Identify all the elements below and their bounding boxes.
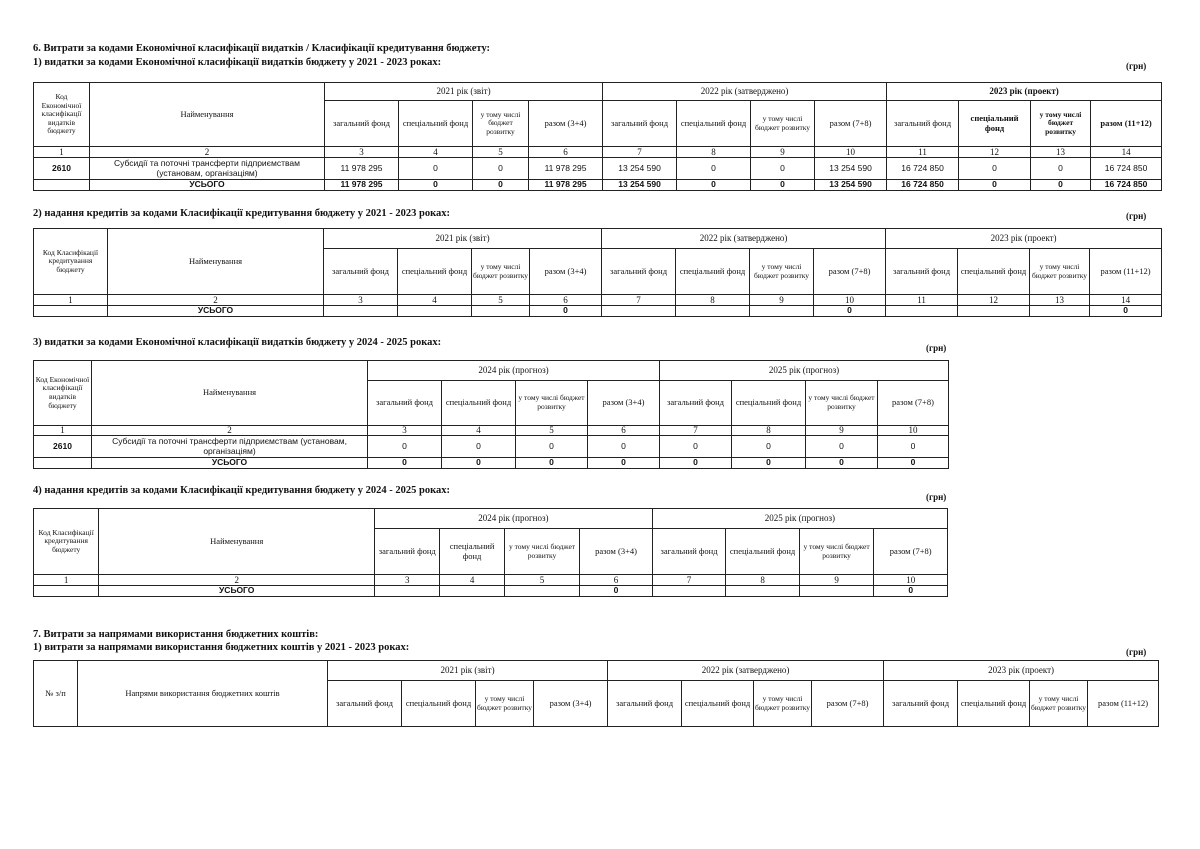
total-value: 0 [580,586,653,597]
column-index: 8 [726,575,800,586]
table-credits-2021-2023 [33,228,1162,317]
subcol-header: у тому числі бюджет розвитку [806,381,878,426]
column-index: 10 [874,575,948,586]
column-index: 7 [602,295,676,306]
total-label: УСЬОГО [108,306,324,317]
year-header-2023: 2023 рік (проект) [886,229,1162,249]
total-value: 13 254 590 [815,180,887,191]
subcol-header: спеціальний фонд [682,681,754,727]
total-value [375,586,440,597]
column-index: 2 [92,426,368,436]
column-index: 3 [368,426,442,436]
column-index: 9 [806,426,878,436]
subcol-header: разом (3+4) [588,381,660,426]
subcol-header: загальний фонд [602,249,676,295]
table3-title: 3) видатки за кодами Економічної класифікації видатків бюджету у 2024 - 2025 роках: [33,337,442,348]
subcol-header: загальний фонд [652,529,726,575]
column-index: 6 [580,575,653,586]
cell-value: 0 [1031,158,1091,180]
column-index: 4 [398,295,472,306]
section6-title: 6. Витрати за кодами Економічної класифікації видатків / Класифікації кредитування бюджету: [33,43,491,54]
total-value [472,306,530,317]
total-value: 0 [442,458,516,469]
cell-value: 0 [368,436,442,458]
subcol-header: у тому числі бюджет розвитку [473,101,529,147]
cell-value: 0 [399,158,473,180]
column-index: 6 [588,426,660,436]
column-index: 6 [530,295,602,306]
year-header-2023: 2023 рік (проект) [884,661,1159,681]
total-value: 0 [751,180,815,191]
subcol-header: у тому числі бюджет розвитку [754,681,812,727]
total-value [958,306,1030,317]
column-index: 4 [442,426,516,436]
section7-title: 7. Витрати за напрямами використання бюджетних коштів: [33,629,319,640]
total-value: 0 [959,180,1031,191]
column-index: 1 [34,426,92,436]
column-index: 5 [504,575,580,586]
column-index: 2 [108,295,324,306]
total-value: 11 978 295 [325,180,399,191]
subcol-header: загальний фонд [325,101,399,147]
subcol-header: спеціальний фонд [958,249,1030,295]
subcol-header: разом (3+4) [534,681,608,727]
subcol-header: загальний фонд [328,681,402,727]
total-row [34,458,949,469]
cell-value: 0 [751,158,815,180]
year-header-2023: 2023 рік (проект) [887,83,1162,101]
table2-unit: (грн) [1126,211,1147,221]
column-index: 10 [814,295,886,306]
subcol-header: спеціальний фонд [402,681,476,727]
empty-cell [34,586,99,597]
subcol-header: разом (11+12) [1090,249,1162,295]
total-value: 0 [1031,180,1091,191]
name-header: Найменування [108,229,324,295]
cell-value: 0 [442,436,516,458]
total-value [652,586,726,597]
total-value: 0 [677,180,751,191]
column-index: 8 [732,426,806,436]
subcol-header: загальний фонд [375,529,440,575]
column-index: 7 [652,575,726,586]
total-value [886,306,958,317]
total-value [398,306,472,317]
column-index: 5 [516,426,588,436]
section7-table1-title: 1) витрати за напрямами використання бюджетних коштів у 2021 - 2023 роках: [33,642,410,653]
code-header: Код Класифікації кредитування бюджету [34,229,108,295]
table1-title: 1) видатки за кодами Економічної класифікації видатків бюджету у 2021 - 2023 роках: [33,57,442,68]
index-row [34,426,949,436]
subcol-header: разом (3+4) [580,529,653,575]
year-header-2022: 2022 рік (затверджено) [603,83,887,101]
cell-value: 0 [878,436,949,458]
subcol-header: разом (7+8) [814,249,886,295]
subcol-header: загальний фонд [608,681,682,727]
cell-value: 13 254 590 [815,158,887,180]
total-row [34,180,1162,191]
cell-value: 0 [588,436,660,458]
index-row [34,575,948,586]
column-index: 11 [887,147,959,158]
cell-value: 0 [732,436,806,458]
subcol-header: разом (7+8) [815,101,887,147]
total-value [726,586,800,597]
code-header: Код Економічної класифікації видатків бюджету [34,361,92,426]
subcol-header: спеціальний фонд [440,529,504,575]
total-value: 0 [732,458,806,469]
subcol-header: загальний фонд [603,101,677,147]
total-value: 0 [878,458,949,469]
total-value: 16 724 850 [1091,180,1162,191]
year-header-2021: 2021 рік (звіт) [324,229,602,249]
table-expenditures-2024-2025 [33,360,949,469]
table-row [34,436,949,458]
column-index: 5 [473,147,529,158]
column-index: 1 [34,295,108,306]
subcol-header: у тому числі бюджет розвитку [750,249,814,295]
total-value: 16 724 850 [887,180,959,191]
subcol-header: спеціальний фонд [726,529,800,575]
subcol-header: у тому числі бюджет розвитку [799,529,874,575]
subcol-header: у тому числі бюджет розвитку [1031,101,1091,147]
cell-value: 0 [677,158,751,180]
subcol-header: загальний фонд [886,249,958,295]
cell-value: 0 [959,158,1031,180]
total-value: 0 [530,306,602,317]
code-header: Код Економічної класифікації видатків бюджету [34,83,90,147]
cell-value: 13 254 590 [603,158,677,180]
total-value [799,586,874,597]
section7-table1-unit: (грн) [1126,647,1147,657]
subcol-header: спеціальний фонд [958,681,1030,727]
cell-value: 11 978 295 [529,158,603,180]
cell-value: 16 724 850 [1091,158,1162,180]
cell-value: 16 724 850 [887,158,959,180]
column-index: 5 [472,295,530,306]
total-value: 0 [660,458,732,469]
year-header-2025: 2025 рік (прогноз) [660,361,949,381]
name-header: Найменування [99,509,375,575]
total-value [602,306,676,317]
column-index: 12 [958,295,1030,306]
total-value [504,586,580,597]
index-row [34,147,1162,158]
total-label: УСЬОГО [92,458,368,469]
total-value [324,306,398,317]
column-index: 1 [34,575,99,586]
year-header-2021: 2021 рік (звіт) [328,661,608,681]
subcol-header: спеціальний фонд [398,249,472,295]
subcol-header: спеціальний фонд [442,381,516,426]
subcol-header: спеціальний фонд [677,101,751,147]
name-header: Напрями використання бюджетних коштів [78,661,328,727]
table-credits-2024-2025 [33,508,948,597]
subcol-header: у тому числі бюджет розвитку [516,381,588,426]
cell-value: 11 978 295 [325,158,399,180]
total-value: 0 [806,458,878,469]
total-label: УСЬОГО [99,586,375,597]
year-header-2025: 2025 рік (прогноз) [652,509,947,529]
cell-value: 0 [516,436,588,458]
subcol-header: разом (11+12) [1091,101,1162,147]
total-value: 0 [1090,306,1162,317]
table4-title: 4) надання кредитів за кодами Класифікації кредитування бюджету у 2024 - 2025 роках: [33,485,451,496]
total-value: 0 [399,180,473,191]
table-directions-2021-2023 [33,660,1159,727]
column-index: 14 [1091,147,1162,158]
column-index: 13 [1030,295,1090,306]
subcol-header: спеціальний фонд [399,101,473,147]
column-index: 13 [1031,147,1091,158]
name-header: Найменування [92,361,368,426]
column-index: 7 [603,147,677,158]
column-index: 2 [99,575,375,586]
table1-unit: (грн) [1126,61,1147,71]
empty-cell [34,180,90,191]
name-header: Найменування [90,83,325,147]
subcol-header: у тому числі бюджет розвитку [1030,249,1090,295]
total-value: 13 254 590 [603,180,677,191]
total-value [750,306,814,317]
total-value: 0 [588,458,660,469]
column-index: 9 [799,575,874,586]
total-value [1030,306,1090,317]
total-value: 0 [516,458,588,469]
empty-cell [34,458,92,469]
column-index: 7 [660,426,732,436]
table2-title: 2) надання кредитів за кодами Класифікації кредитування бюджету у 2021 - 2023 роках: [33,208,451,219]
column-index: 11 [886,295,958,306]
table4-unit: (грн) [926,492,947,502]
cell-value: 0 [806,436,878,458]
column-index: 3 [375,575,440,586]
column-index: 8 [676,295,750,306]
code-header: Код Класифікації кредитування бюджету [34,509,99,575]
year-header-2022: 2022 рік (затверджено) [602,229,886,249]
column-index: 14 [1090,295,1162,306]
column-index: 10 [878,426,949,436]
cell-value: 0 [660,436,732,458]
total-value: 0 [368,458,442,469]
subcol-header: разом (11+12) [1088,681,1159,727]
year-header-2024: 2024 рік (прогноз) [368,361,660,381]
total-value: 0 [874,586,948,597]
num-header: № з/п [34,661,78,727]
total-value: 0 [473,180,529,191]
subcol-header: разом (7+8) [878,381,949,426]
total-value: 0 [814,306,886,317]
column-index: 1 [34,147,90,158]
total-value [440,586,504,597]
year-header-2022: 2022 рік (затверджено) [608,661,884,681]
total-row [34,306,1162,317]
table-row [34,158,1162,180]
row-name: Субсидії та поточні трансферти підприємствам (установам, організаціям) [92,436,368,458]
subcol-header: у тому числі бюджет розвитку [1030,681,1088,727]
row-code: 2610 [34,158,90,180]
total-row [34,586,948,597]
subcol-header: спеціальний фонд [732,381,806,426]
subcol-header: загальний фонд [884,681,958,727]
subcol-header: разом (7+8) [874,529,948,575]
column-index: 9 [751,147,815,158]
subcol-header: спеціальний фонд [959,101,1031,147]
subcol-header: у тому числі бюджет розвитку [751,101,815,147]
column-index: 4 [399,147,473,158]
column-index: 9 [750,295,814,306]
column-index: 3 [324,295,398,306]
empty-cell [34,306,108,317]
index-row [34,295,1162,306]
row-name: Субсидії та поточні трансферти підприємствам (установам, організаціям) [90,158,325,180]
year-header-2024: 2024 рік (прогноз) [375,509,653,529]
subcol-header: у тому числі бюджет розвитку [476,681,534,727]
year-header-2021: 2021 рік (звіт) [325,83,603,101]
subcol-header: разом (7+8) [812,681,884,727]
subcol-header: загальний фонд [887,101,959,147]
subcol-header: загальний фонд [324,249,398,295]
column-index: 12 [959,147,1031,158]
total-value: 11 978 295 [529,180,603,191]
subcol-header: загальний фонд [368,381,442,426]
total-value [676,306,750,317]
subcol-header: загальний фонд [660,381,732,426]
column-index: 2 [90,147,325,158]
cell-value: 0 [473,158,529,180]
subcol-header: у тому числі бюджет розвитку [504,529,580,575]
column-index: 8 [677,147,751,158]
subcol-header: разом (3+4) [530,249,602,295]
table3-unit: (грн) [926,343,947,353]
column-index: 4 [440,575,504,586]
subcol-header: у тому числі бюджет розвитку [472,249,530,295]
subcol-header: спеціальний фонд [676,249,750,295]
column-index: 3 [325,147,399,158]
total-label: УСЬОГО [90,180,325,191]
subcol-header: разом (3+4) [529,101,603,147]
column-index: 10 [815,147,887,158]
table-expenditures-2021-2023 [33,82,1162,191]
row-code: 2610 [34,436,92,458]
column-index: 6 [529,147,603,158]
